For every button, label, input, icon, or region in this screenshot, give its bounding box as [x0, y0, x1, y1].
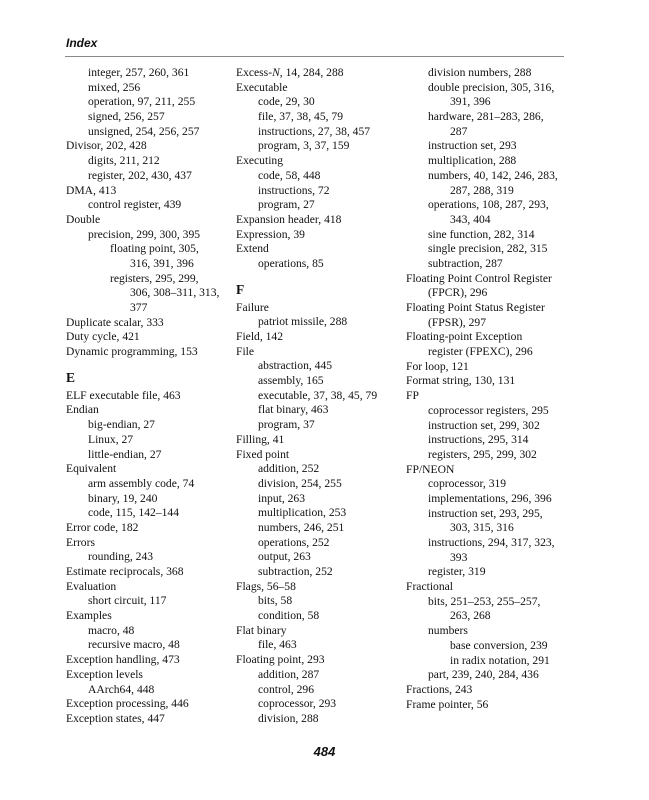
index-entry: instructions, 72 [258, 183, 330, 197]
index-entry: addition, 287 [258, 667, 320, 681]
index-entry: part, 239, 240, 284, 436 [428, 668, 539, 682]
index-entry: Fixed point [236, 447, 290, 461]
index-entry: Exception processing, 446 [66, 697, 189, 711]
index-entry: Frame pointer, 56 [406, 697, 489, 711]
index-entry: base conversion, 239 [450, 638, 548, 652]
index-column-3 [406, 66, 576, 712]
index-entry: coprocessor, 319 [428, 477, 507, 491]
index-entry: patriot missile, 288 [258, 315, 348, 329]
index-entry: 391, 396 [450, 95, 491, 109]
index-entry: 263, 268 [450, 609, 491, 623]
index-entry: Fractions, 243 [406, 682, 473, 696]
index-entry: big-endian, 27 [88, 418, 155, 432]
index-entry: Equivalent [66, 462, 117, 476]
index-entry: 303, 315, 316 [450, 521, 514, 535]
index-entry: double precision, 305, 316, [428, 80, 555, 94]
index-entry: division, 288 [258, 711, 319, 725]
index-entry: division numbers, 288 [428, 66, 532, 79]
section-letter: F [236, 281, 245, 297]
index-entry: Estimate reciprocals, 368 [66, 565, 184, 578]
index-entry: 306, 308–311, 313, [130, 286, 220, 300]
index-entry: (FPCR), 296 [428, 286, 488, 300]
index-entry: Divisor, 202, 428 [66, 139, 147, 153]
index-entry: code, 58, 448 [258, 168, 321, 182]
index-entry: numbers, 40, 142, 246, 283, [428, 168, 558, 182]
index-entry: digits, 211, 212 [88, 154, 160, 168]
index-entry: 287, 288, 319 [450, 183, 514, 197]
index-entry: (FPSR), 297 [428, 315, 486, 329]
index-entry: Exception handling, 473 [66, 653, 180, 667]
index-entry: Expression, 39 [236, 227, 305, 241]
running-header: Index [66, 36, 98, 50]
index-entry: instructions, 294, 317, 323, [428, 536, 555, 549]
index-entry: multiplication, 288 [428, 154, 517, 168]
index-entry: hardware, 281–283, 286, [428, 110, 544, 124]
index-entry: operations, 252 [258, 535, 330, 549]
index-entry: 343, 404 [450, 212, 491, 226]
index-entry: Duty cycle, 421 [66, 330, 140, 344]
index-entry: 377 [130, 301, 148, 314]
index-entry: short circuit, 117 [88, 594, 167, 608]
index-entry: Double [66, 212, 101, 226]
index-entry: division, 254, 255 [258, 476, 342, 490]
index-entry: arm assembly code, 74 [88, 476, 195, 490]
index-entry: Expansion header, 418 [236, 212, 342, 226]
index-entry: ELF executable file, 463 [66, 388, 181, 402]
index-entry: register, 319 [428, 565, 486, 579]
index-entry: control register, 439 [88, 198, 182, 212]
index-entry: Executing [236, 154, 284, 168]
index-entry: sine function, 282, 314 [428, 227, 535, 241]
index-entry: Error code, 182 [66, 520, 139, 534]
index-entry: program, 3, 37, 159 [258, 139, 350, 153]
header-rule [65, 56, 564, 57]
index-entry: operations, 85 [258, 256, 324, 270]
index-entry: register, 202, 430, 437 [88, 168, 192, 182]
index-entry: numbers [428, 624, 468, 638]
index-column-1 [66, 66, 232, 727]
index-entry: DMA, 413 [66, 183, 117, 197]
index-entry: rounding, 243 [88, 550, 154, 564]
index-entry: subtraction, 287 [428, 256, 503, 270]
index-entry: file, 37, 38, 45, 79 [258, 110, 344, 124]
index-entry: single precision, 282, 315 [428, 242, 548, 256]
index-entry: Extend [236, 242, 269, 256]
index-entry: instruction set, 293, 295, [428, 506, 543, 520]
index-entry: Filling, 41 [236, 432, 285, 446]
index-entry: register (FPEXC), 296 [428, 345, 533, 359]
index-entry: 393 [450, 550, 468, 564]
index-entry: Flags, 56–58 [236, 579, 296, 593]
index-column-2 [236, 66, 402, 727]
index-entry: Exception levels [66, 667, 143, 681]
index-entry: in radix notation, 291 [450, 653, 550, 667]
index-entry: Errors [66, 535, 95, 549]
index-entry: 287 [450, 124, 468, 138]
index-entry: FP [406, 389, 419, 403]
index-entry: binary, 19, 240 [88, 491, 158, 505]
index-entry: code, 29, 30 [258, 95, 315, 109]
index-entry: executable, 37, 38, 45, 79 [258, 388, 378, 402]
index-entry: implementations, 296, 396 [428, 491, 552, 505]
index-entry: input, 263 [258, 491, 306, 505]
index-entry: Exception states, 447 [66, 711, 165, 725]
index-entry: program, 37 [258, 418, 315, 432]
index-entry: Floating Point Control Register [406, 271, 552, 285]
index-entry: Evaluation [66, 579, 117, 593]
index-entry: precision, 299, 300, 395 [88, 227, 201, 241]
index-entry: instruction set, 299, 302 [428, 418, 540, 432]
index-entry: 316, 391, 396 [130, 256, 194, 270]
index-entry: recursive macro, 48 [88, 638, 180, 652]
index-entry: Fractional [406, 580, 454, 594]
index-entry: Floating-point Exception [406, 330, 523, 344]
index-entry: Format string, 130, 131 [406, 374, 516, 388]
index-entry: operation, 97, 211, 255 [88, 95, 196, 109]
index-entry: bits, 251–253, 255–257, [428, 594, 541, 608]
index-entry: instructions, 295, 314 [428, 433, 529, 447]
index-entry: Field, 142 [236, 330, 284, 343]
index-entry: program, 27 [258, 198, 315, 212]
index-entry: file, 463 [258, 638, 297, 652]
index-entry: Floating point, 293 [236, 653, 325, 667]
index-entry: output, 263 [258, 550, 311, 564]
index-entry: instructions, 27, 38, 457 [258, 124, 371, 138]
index-entry: condition, 58 [258, 609, 320, 623]
index-entry: Floating Point Status Register [406, 301, 545, 314]
index-entry: coprocessor registers, 295 [428, 403, 549, 417]
index-entry: integer, 257, 260, 361 [88, 66, 190, 79]
index-entry: flat binary, 463 [258, 403, 329, 417]
index-entry: registers, 295, 299, 302 [428, 447, 537, 461]
index-entry: operations, 108, 287, 293, [428, 198, 549, 212]
index-entry: mixed, 256 [88, 80, 141, 94]
index-entry: multiplication, 253 [258, 506, 347, 520]
index-entry: Duplicate scalar, 333 [66, 315, 164, 329]
index-entry: registers, 295, 299, [110, 271, 199, 285]
index-entry: macro, 48 [88, 623, 135, 637]
index-entry: Dynamic programming, 153 [66, 345, 198, 359]
index-entry: abstraction, 445 [258, 359, 333, 373]
page-number: 484 [313, 744, 336, 759]
index-entry: little-endian, 27 [88, 447, 162, 461]
index-entry: assembly, 165 [258, 374, 324, 388]
index-entry: numbers, 246, 251 [258, 520, 345, 534]
index-entry: control, 296 [258, 682, 315, 696]
index-entry: subtraction, 252 [258, 565, 333, 578]
index-entry: code, 115, 142–144 [88, 506, 180, 520]
index-entry: File [236, 344, 255, 358]
index-entry: Failure [236, 300, 269, 314]
index-entry: Endian [66, 403, 99, 417]
index-entry: bits, 58 [258, 594, 293, 608]
index-entry: unsigned, 254, 256, 257 [88, 124, 200, 138]
index-entry: Executable [236, 80, 288, 94]
index-entry: AArch64, 448 [88, 682, 155, 696]
index-entry: floating point, 305, [110, 242, 199, 256]
index-entry: FP/NEON [406, 462, 455, 476]
index-entry: instruction set, 293 [428, 139, 517, 153]
index-entry: addition, 252 [258, 462, 320, 476]
index-entry: For loop, 121 [406, 359, 469, 373]
section-letter: E [66, 369, 76, 385]
index-entry: signed, 256, 257 [88, 110, 165, 124]
index-entry: Excess-N, 14, 284, 288 [236, 66, 344, 79]
index-entry: Flat binary [236, 623, 287, 637]
index-entry: Examples [66, 609, 112, 623]
index-entry: Linux, 27 [88, 432, 134, 446]
index-entry: coprocessor, 293 [258, 697, 337, 711]
